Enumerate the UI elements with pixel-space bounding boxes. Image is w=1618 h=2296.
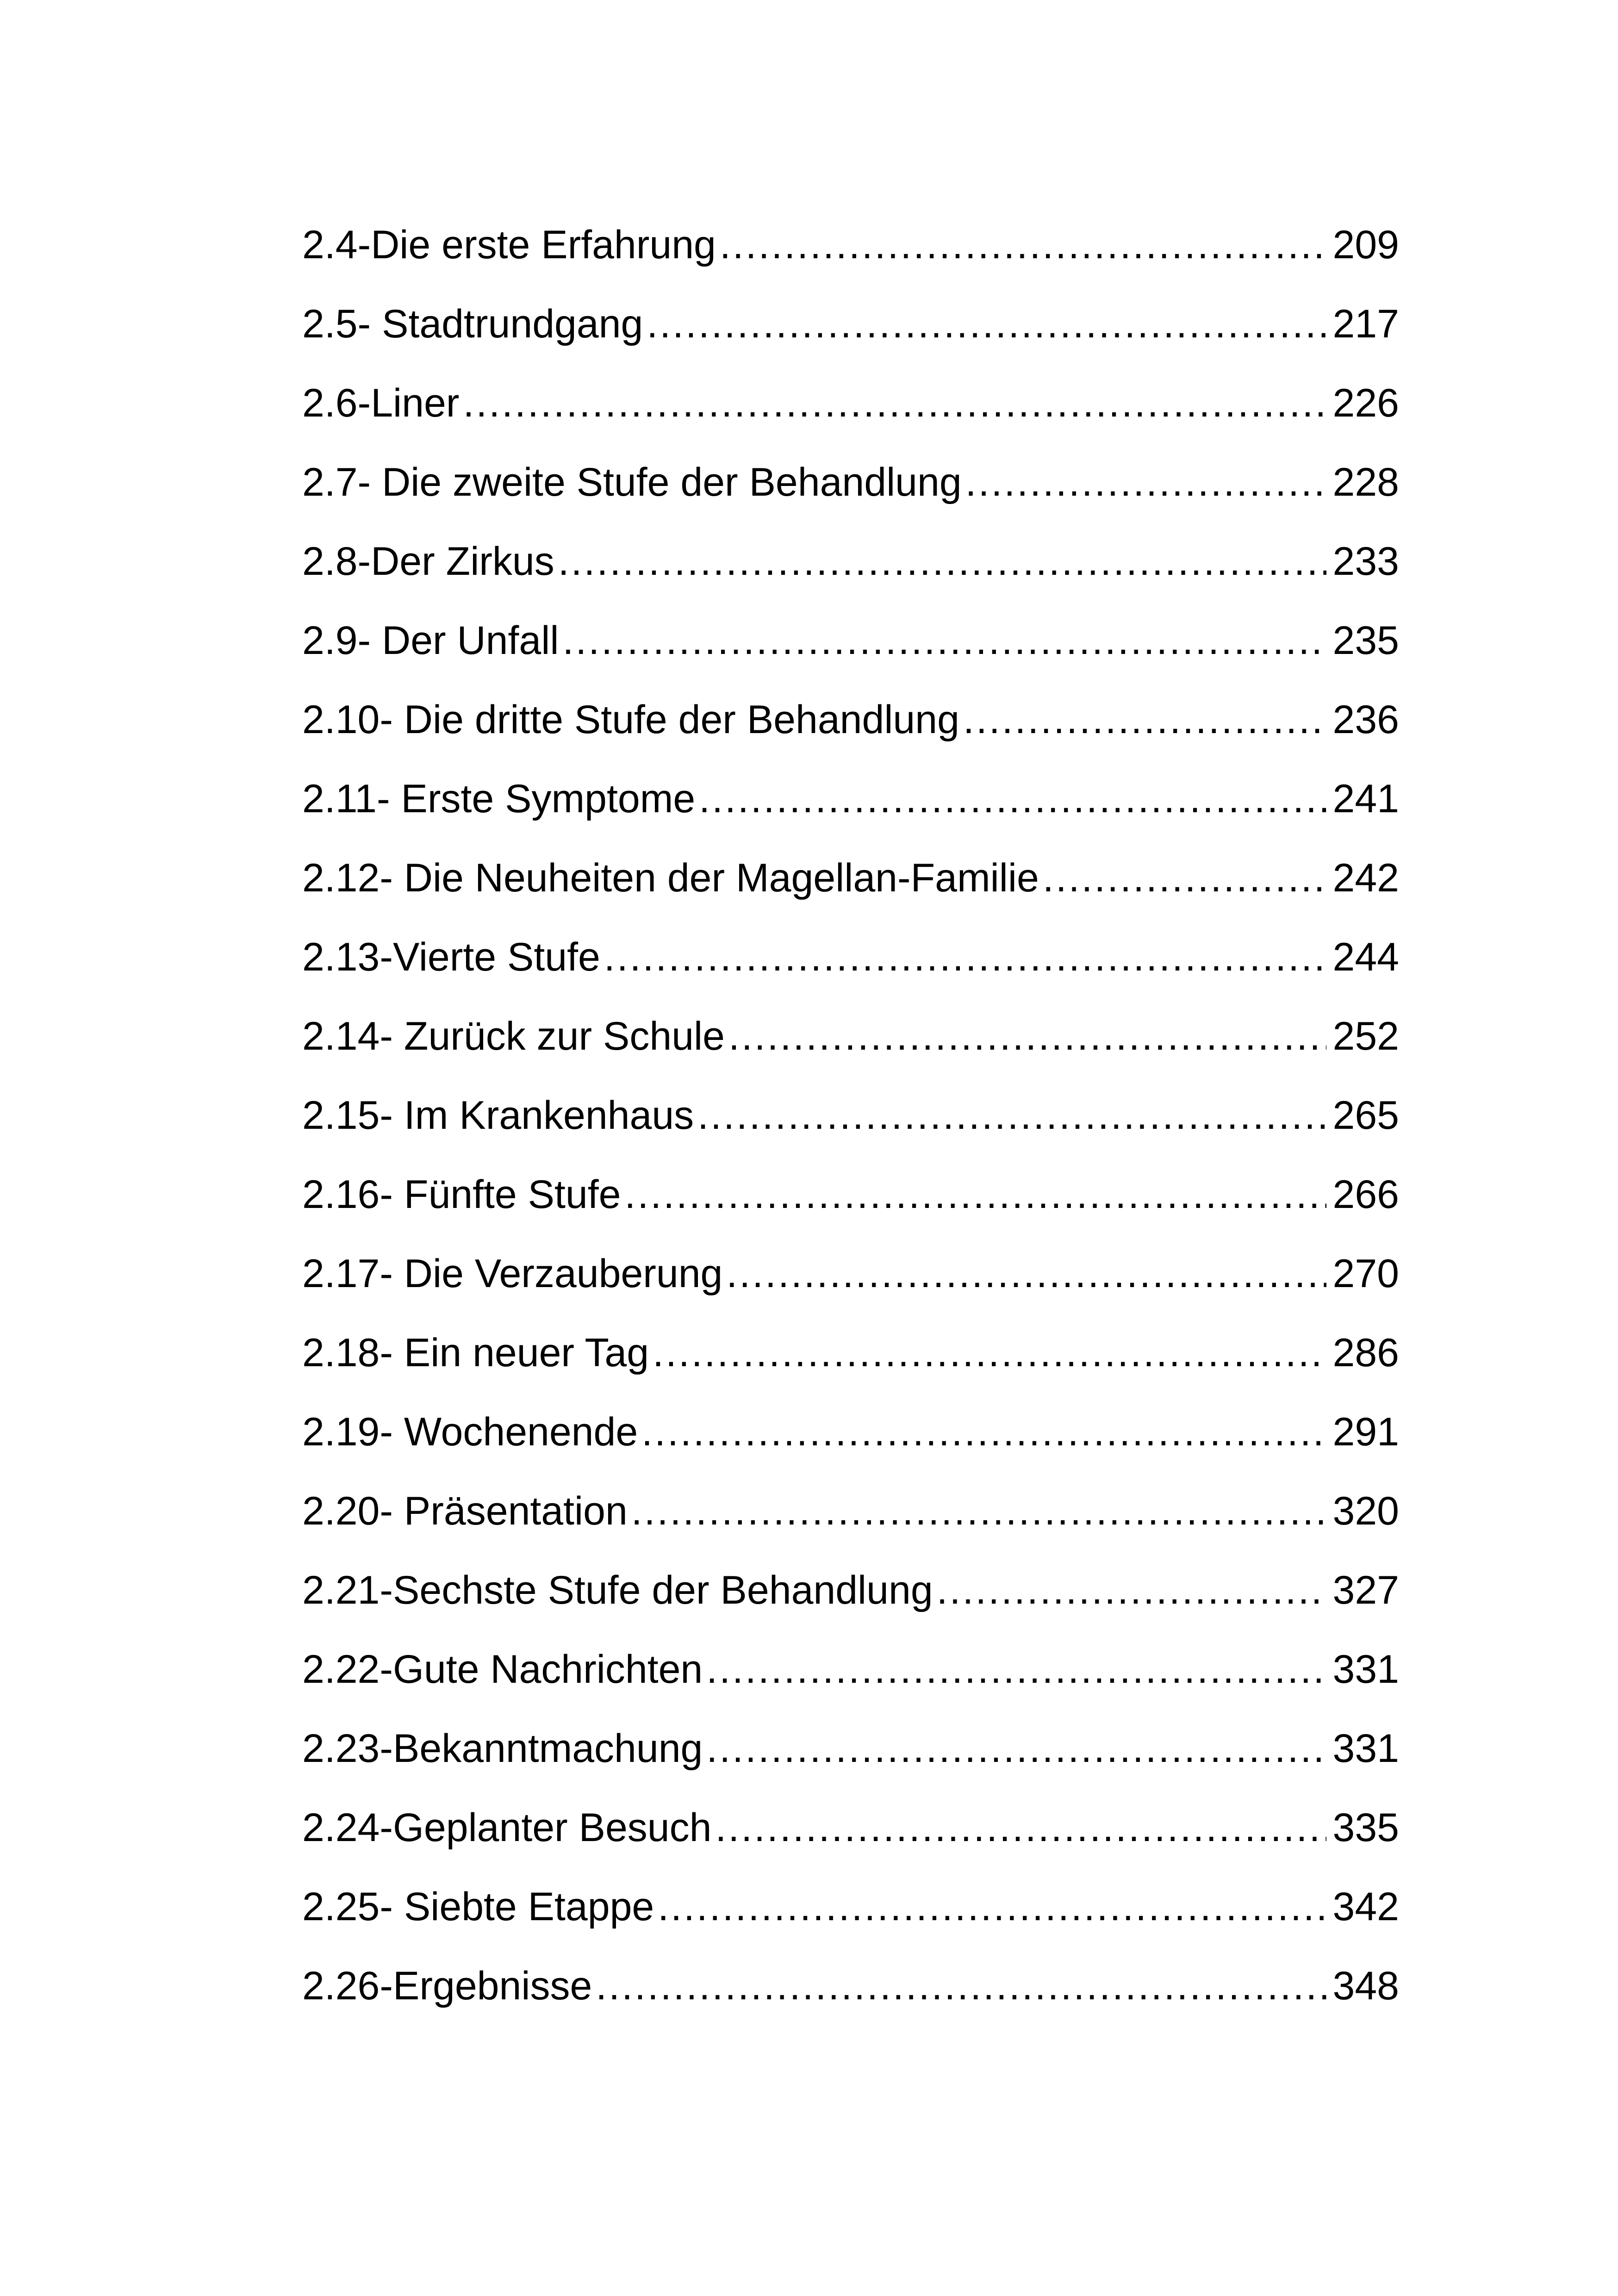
- toc-entry-page: 252: [1332, 1014, 1399, 1058]
- toc-entry: [302, 1155, 1399, 1234]
- toc-dot-leader: [697, 1076, 1326, 1155]
- toc-entry-page: 226: [1332, 381, 1399, 425]
- toc-dot-leader: [965, 443, 1326, 522]
- toc-entry-title: 2.17- Die Verzauberung: [302, 1251, 723, 1296]
- toc-entry-page: 342: [1332, 1885, 1399, 1929]
- toc-dot-leader: [558, 522, 1326, 601]
- toc-entry-title: 2.23-Bekanntmachung: [302, 1726, 703, 1771]
- toc-entry: [302, 522, 1399, 601]
- toc-entry: [302, 997, 1399, 1076]
- toc-entry-title: 2.24-Geplanter Besuch: [302, 1805, 712, 1850]
- toc-entry-title: 2.5- Stadtrundgang: [302, 302, 643, 346]
- toc-entry: [302, 1393, 1399, 1472]
- toc-entry: [302, 601, 1399, 680]
- toc-entry: [302, 1313, 1399, 1393]
- toc-entry: [302, 1867, 1399, 1947]
- toc-entry: [302, 443, 1399, 522]
- toc-entry-page: 241: [1332, 777, 1399, 821]
- toc-dot-leader: [647, 285, 1326, 364]
- toc-entry-title: 2.10- Die dritte Stufe der Behandlung: [302, 697, 959, 742]
- toc-dot-leader: [641, 1393, 1326, 1472]
- toc-entry-title: 2.25- Siebte Etappe: [302, 1885, 654, 1929]
- toc-entry-title: 2.19- Wochenende: [302, 1410, 638, 1454]
- toc-entry: [302, 1472, 1399, 1551]
- toc-dot-leader: [726, 1234, 1326, 1313]
- toc-dot-leader: [1043, 839, 1326, 918]
- toc-entry-page: 286: [1332, 1331, 1399, 1375]
- toc-entry-page: 266: [1332, 1172, 1399, 1217]
- toc-entry-page: 320: [1332, 1489, 1399, 1533]
- toc-entry-page: 331: [1332, 1647, 1399, 1692]
- toc-dot-leader: [596, 1947, 1326, 2026]
- toc-dot-leader: [562, 601, 1326, 680]
- toc-entry-page: 242: [1332, 856, 1399, 900]
- toc-entry-title: 2.16- Fünfte Stufe: [302, 1172, 621, 1217]
- toc-entry: [302, 1076, 1399, 1155]
- toc-dot-leader: [658, 1867, 1326, 1947]
- toc-entry-page: 291: [1332, 1410, 1399, 1454]
- toc-entry: [302, 1630, 1399, 1709]
- toc-dot-leader: [624, 1155, 1326, 1234]
- toc-dot-leader: [699, 759, 1326, 839]
- toc-entry-title: 2.14- Zurück zur Schule: [302, 1014, 725, 1058]
- toc-entry-title: 2.22-Gute Nachrichten: [302, 1647, 703, 1692]
- toc-entry-page: 233: [1332, 539, 1399, 584]
- toc-dot-leader: [463, 364, 1326, 443]
- toc-dot-leader: [604, 918, 1326, 997]
- toc-dot-leader: [631, 1472, 1326, 1551]
- toc-entry-page: 244: [1332, 935, 1399, 979]
- table-of-contents: [302, 205, 1399, 2026]
- toc-entry-title: 2.15- Im Krankenhaus: [302, 1093, 694, 1138]
- toc-entry-page: 235: [1332, 618, 1399, 663]
- toc-entry: [302, 1234, 1399, 1313]
- toc-entry-title: 2.7- Die zweite Stufe der Behandlung: [302, 460, 962, 504]
- toc-entry-title: 2.11- Erste Symptome: [302, 777, 696, 821]
- toc-entry-title: 2.21-Sechste Stufe der Behandlung: [302, 1568, 933, 1612]
- toc-entry-title: 2.8-Der Zirkus: [302, 539, 554, 584]
- toc-entry: [302, 1947, 1399, 2026]
- toc-entry-title: 2.13-Vierte Stufe: [302, 935, 600, 979]
- toc-dot-leader: [720, 205, 1326, 285]
- toc-dot-leader: [706, 1709, 1326, 1788]
- toc-entry-page: 209: [1332, 223, 1399, 267]
- toc-entry-title: 2.26-Ergebnisse: [302, 1964, 592, 2008]
- toc-entry-title: 2.18- Ein neuer Tag: [302, 1331, 649, 1375]
- toc-entry: [302, 285, 1399, 364]
- toc-entry-title: 2.12- Die Neuheiten der Magellan-Familie: [302, 856, 1039, 900]
- toc-entry-page: 335: [1332, 1805, 1399, 1850]
- toc-entry-page: 236: [1332, 697, 1399, 742]
- toc-entry: [302, 680, 1399, 759]
- toc-dot-leader: [963, 680, 1326, 759]
- toc-entry-title: 2.9- Der Unfall: [302, 618, 559, 663]
- toc-entry-page: 331: [1332, 1726, 1399, 1771]
- toc-dot-leader: [728, 997, 1326, 1076]
- toc-entry: [302, 839, 1399, 918]
- toc-entry: [302, 1788, 1399, 1867]
- toc-entry-page: 348: [1332, 1964, 1399, 2008]
- toc-entry-page: 265: [1332, 1093, 1399, 1138]
- toc-entry: [302, 364, 1399, 443]
- toc-entry: [302, 918, 1399, 997]
- toc-dot-leader: [653, 1313, 1326, 1393]
- toc-entry-page: 327: [1332, 1568, 1399, 1612]
- toc-entry: [302, 759, 1399, 839]
- toc-entry-page: 270: [1332, 1251, 1399, 1296]
- toc-dot-leader: [706, 1630, 1326, 1709]
- toc-entry-title: 2.6-Liner: [302, 381, 460, 425]
- toc-entry: [302, 1551, 1399, 1630]
- toc-entry: [302, 1709, 1399, 1788]
- toc-entry-title: 2.20- Präsentation: [302, 1489, 628, 1533]
- toc-entry-title: 2.4-Die erste Erfahrung: [302, 223, 716, 267]
- toc-entry: [302, 205, 1399, 285]
- toc-entry-page: 217: [1332, 302, 1399, 346]
- toc-entry-page: 228: [1332, 460, 1399, 504]
- toc-dot-leader: [937, 1551, 1326, 1630]
- toc-dot-leader: [715, 1788, 1326, 1867]
